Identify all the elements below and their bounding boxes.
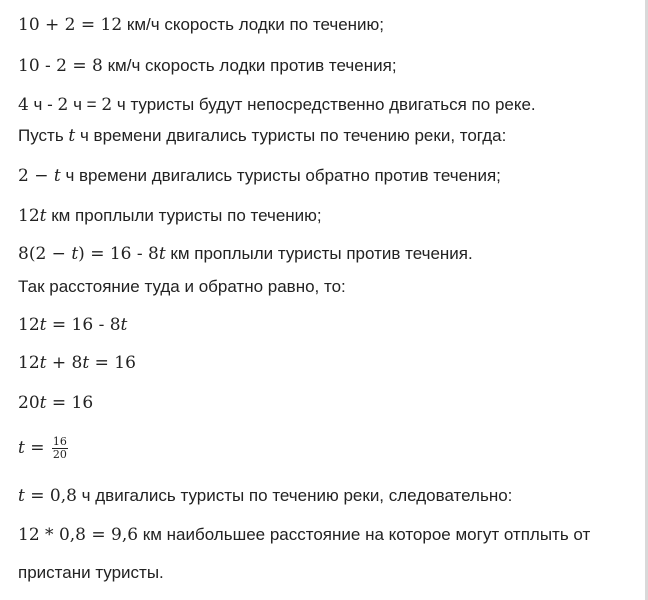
variable: t (18, 437, 25, 458)
fraction-denominator: 20 (52, 448, 67, 461)
text: Пусть (18, 126, 69, 145)
math: = 16 (89, 353, 136, 373)
math: = 16 - 8 (46, 315, 121, 335)
math: = (24, 437, 50, 458)
variable: t (71, 244, 79, 264)
math: 20 (18, 393, 40, 413)
text: км/ч скорость лодки против течения; (102, 56, 397, 75)
math: 10 + 2 = 12 (18, 15, 123, 35)
text: км/ч скорость лодки по течению; (122, 15, 385, 34)
equation-1 (18, 315, 127, 339)
math: 10 - 2 = 8 (18, 56, 103, 76)
math: = 0,8 (24, 486, 77, 506)
math: ) = 16 - 8 (78, 244, 159, 264)
line-3 (18, 95, 536, 119)
equation-2 (18, 353, 136, 377)
line-2 (18, 56, 397, 80)
math: 2 (101, 95, 113, 115)
variable: t (120, 315, 128, 335)
equation-fraction (18, 436, 68, 470)
text: км проплыли туристы против течения. (165, 244, 473, 263)
math: 2 (57, 95, 69, 115)
math: = 16 (46, 393, 94, 413)
line-14 (18, 525, 590, 549)
variable: t (53, 166, 61, 186)
text: ч двигались туристы по течению реки, следовательно: (76, 486, 513, 505)
variable: t (158, 244, 166, 264)
text: ч = (68, 95, 102, 114)
text: ч времени двигались туристы по течению реки, тогда: (75, 126, 507, 145)
fraction-numerator: 16 (52, 435, 67, 448)
equation-3 (18, 393, 93, 417)
variable: t (82, 353, 90, 373)
variable: t (39, 353, 47, 373)
variable: t (68, 126, 76, 146)
text: ч времени двигались туристы обратно против течения; (60, 166, 501, 185)
line-13 (18, 486, 512, 510)
line-6 (18, 206, 322, 230)
variable: t (39, 393, 47, 413)
text: км проплыли туристы по течению; (46, 206, 322, 225)
fraction (52, 436, 68, 461)
math: 12 (18, 353, 40, 373)
line-7 (18, 244, 473, 268)
line-4 (18, 126, 506, 150)
line-1 (18, 15, 384, 39)
text: км наибольшее расстояние на которое могут отплыть от (138, 525, 591, 544)
text: Так расстояние туда и обратно равно, то: (18, 277, 346, 296)
line-5 (18, 166, 501, 190)
line-15 (18, 563, 164, 587)
math: 4 (18, 95, 29, 115)
math: 12 (18, 206, 40, 226)
math: 12 (18, 315, 40, 335)
text: пристани туристы. (18, 563, 164, 582)
variable: t (39, 315, 47, 335)
math: 8(2 − (18, 244, 72, 264)
math: 12 * 0,8 = 9,6 (18, 525, 139, 545)
variable: t (39, 206, 47, 226)
text: ч - (28, 95, 58, 114)
math: 2 − (18, 166, 54, 186)
text: ч туристы будут непосредственно двигаться по реке. (112, 95, 536, 114)
variable: t (18, 486, 25, 506)
line-8 (18, 277, 346, 301)
math: + 8 (46, 353, 83, 373)
